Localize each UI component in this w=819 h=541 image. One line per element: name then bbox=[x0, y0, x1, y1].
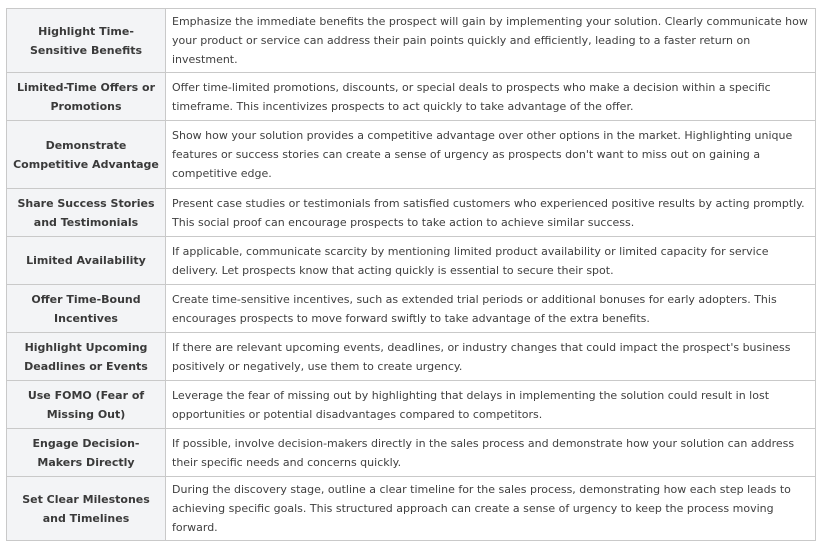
table-row bbox=[7, 477, 816, 541]
strategy-description: Present case studies or testimonials from satisfied customers who experienced positive results by acting promptly. This social proof can encourage prospects to take action to achieve similar success. bbox=[166, 189, 816, 237]
strategy-description: If applicable, communicate scarcity by mentioning limited product availability or limited capacity for service delivery. Let prospects know that acting quickly is essential to secure their spot. bbox=[166, 237, 816, 285]
strategy-description: If there are relevant upcoming events, deadlines, or industry changes that could impact the prospect's business positively or negatively, use them to create urgency. bbox=[166, 333, 816, 381]
strategy-name: Demonstrate Competitive Advantage bbox=[7, 121, 166, 189]
table-row bbox=[7, 237, 816, 285]
strategy-name: Highlight Time-Sensitive Benefits bbox=[7, 9, 166, 73]
strategy-name: Set Clear Milestones and Timelines bbox=[7, 477, 166, 541]
strategy-description: During the discovery stage, outline a clear timeline for the sales process, demonstrating how each step leads to achieving specific goals. This structured approach can create a sense of urgency to keep the process moving forward. bbox=[166, 477, 816, 541]
table-row bbox=[7, 121, 816, 189]
strategy-name: Engage Decision-Makers Directly bbox=[7, 429, 166, 477]
strategy-description: Leverage the fear of missing out by highlighting that delays in implementing the solution could result in lost opportunities or potential disadvantages compared to competitors. bbox=[166, 381, 816, 429]
strategy-name: Highlight Upcoming Deadlines or Events bbox=[7, 333, 166, 381]
strategy-description: Offer time-limited promotions, discounts, or special deals to prospects who make a decision within a specific timeframe. This incentivizes prospects to act quickly to take advantage of the offer. bbox=[166, 73, 816, 121]
strategy-description: Show how your solution provides a competitive advantage over other options in the market. Highlighting unique features or success stories can create a sense of urgency as prospects don't want to miss out on gaining a competitive edge. bbox=[166, 121, 816, 189]
strategy-name: Limited Availability bbox=[7, 237, 166, 285]
table-row bbox=[7, 73, 816, 121]
strategy-description: Create time-sensitive incentives, such as extended trial periods or additional bonuses for early adopters. This encourages prospects to move forward swiftly to take advantage of the extra benefits. bbox=[166, 285, 816, 333]
strategy-name: Limited-Time Offers or Promotions bbox=[7, 73, 166, 121]
urgency-strategies-table bbox=[6, 8, 816, 541]
strategy-name: Use FOMO (Fear of Missing Out) bbox=[7, 381, 166, 429]
strategy-name: Offer Time-Bound Incentives bbox=[7, 285, 166, 333]
table-row bbox=[7, 333, 816, 381]
strategy-name: Share Success Stories and Testimonials bbox=[7, 189, 166, 237]
table-row bbox=[7, 9, 816, 73]
table-row bbox=[7, 381, 816, 429]
strategy-description: If possible, involve decision-makers directly in the sales process and demonstrate how your solution can address their specific needs and concerns quickly. bbox=[166, 429, 816, 477]
strategy-description: Emphasize the immediate benefits the prospect will gain by implementing your solution. Clearly communicate how your product or service can address their pain points quickly and efficiently, leading to a faster return on investment. bbox=[166, 9, 816, 73]
table-row bbox=[7, 285, 816, 333]
table-row bbox=[7, 189, 816, 237]
table-row bbox=[7, 429, 816, 477]
